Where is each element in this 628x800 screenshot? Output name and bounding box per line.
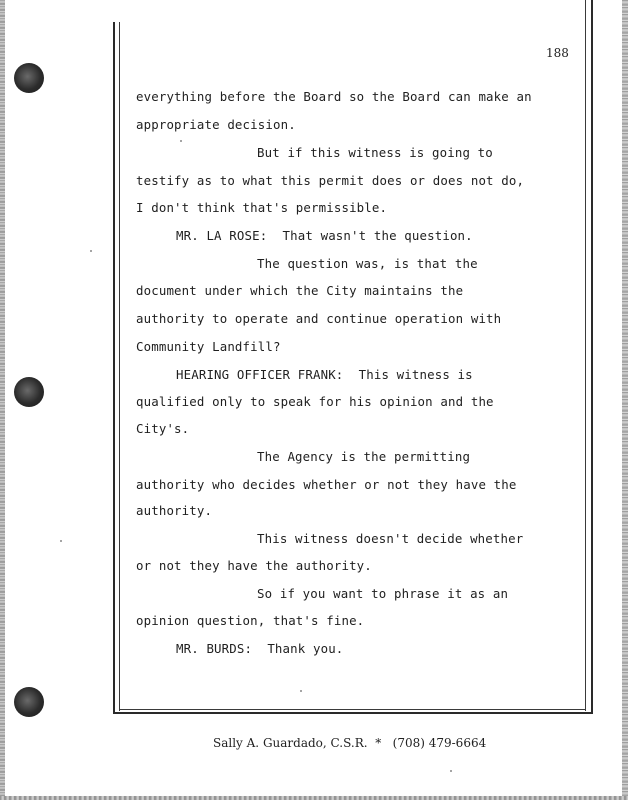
transcript-line: City's. [136,421,190,436]
binder-hole-icon [14,687,44,717]
footer-separator: * [375,736,382,750]
transcript-line: testify as to what this permit does or does not do, [136,173,525,188]
transcript-line: authority who decides whether or not they have the [136,477,517,492]
page-border-bottom [113,712,593,714]
scan-edge-right [622,0,628,800]
binder-hole-icon [14,377,44,407]
transcript-line: authority. [136,503,213,518]
transcript-line: I don't think that's permissible. [136,200,388,215]
page-border-left-inner [119,22,120,711]
scan-speck [450,770,452,772]
transcript-line: MR. BURDS: Thank you. [176,641,344,656]
reporter-phone: (708) 479-6664 [392,736,487,750]
transcript-line: or not they have the authority. [136,558,372,573]
page-border-right-inner [585,0,586,711]
scan-speck [300,690,302,692]
binder-hole-icon [14,63,44,93]
page-number: 188 [546,46,569,60]
scan-speck [60,540,62,542]
transcript-line: So if you want to phrase it as an [257,586,509,601]
transcript-line: authority to operate and continue operation with [136,311,502,326]
transcript-line: document under which the City maintains the [136,283,464,298]
scan-edge-left [0,0,5,800]
scan-edge-bottom [0,796,628,800]
transcript-line: appropriate decision. [136,117,296,132]
page-border-bottom-inner [119,709,586,710]
transcript-line: MR. LA ROSE: That wasn't the question. [176,228,473,243]
page-border-left [113,22,115,714]
transcript-line: The Agency is the permitting [257,449,471,464]
page-border-right [591,0,593,714]
scan-speck [180,140,182,142]
reporter-footer [213,736,486,750]
transcript-line: But if this witness is going to [257,145,493,160]
scan-speck [90,250,92,252]
transcript-line: qualified only to speak for his opinion and the [136,394,494,409]
transcript-line: opinion question, that's fine. [136,613,365,628]
reporter-name: Sally A. Guardado, C.S.R. [213,736,368,750]
transcript-line: HEARING OFFICER FRANK: This witness is [176,367,473,382]
transcript-line: The question was, is that the [257,256,478,271]
transcript-line: This witness doesn't decide whether [257,531,524,546]
transcript-line: everything before the Board so the Board can make an [136,89,532,104]
transcript-line: Community Landfill? [136,339,281,354]
